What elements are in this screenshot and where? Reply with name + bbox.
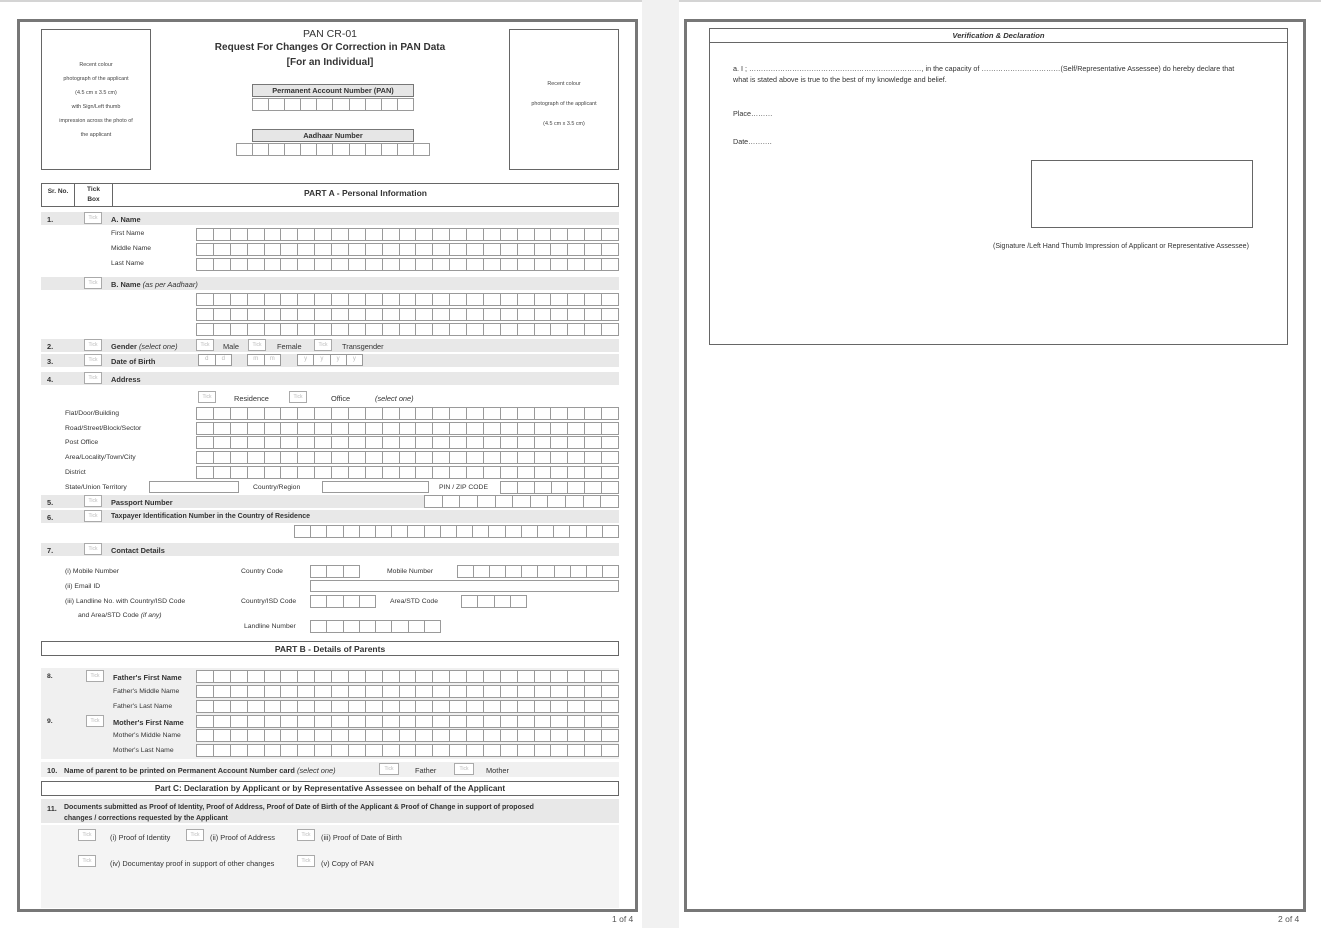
gender-text: Gender bbox=[111, 342, 137, 351]
part-c-title: Part C: Declaration by Applicant or by Representative Assessee on behalf of the Applicant bbox=[154, 784, 506, 793]
male-tick[interactable]: Tick bbox=[196, 339, 214, 351]
office-tick[interactable]: Tick bbox=[289, 391, 307, 403]
transgender-tick[interactable]: Tick bbox=[314, 339, 332, 351]
photo-caption-line: Recent colour bbox=[79, 62, 113, 68]
verification-section bbox=[709, 28, 1288, 345]
declaration-line-1: a. I ; ………………………………………………………………, in the capacity of ……………………………(Self/Representative Assessee) do hereby declare that bbox=[733, 64, 1235, 73]
country-isd-label: Country/ISD Code bbox=[241, 598, 297, 605]
signature-box[interactable] bbox=[1031, 160, 1253, 228]
proof-other-tick[interactable]: Tick bbox=[78, 855, 96, 867]
photo-caption-line: photograph of the applicant bbox=[531, 101, 597, 107]
date-field[interactable]: Date………. bbox=[733, 137, 772, 146]
address-select-one: (select one) bbox=[375, 394, 414, 403]
b-name-note: (as per Aadhaar) bbox=[142, 280, 198, 289]
q7-number: 7. bbox=[47, 546, 54, 555]
q5-number: 5. bbox=[47, 498, 54, 507]
parent-print-label bbox=[64, 766, 336, 775]
middle-name-label: Middle Name bbox=[111, 245, 152, 252]
proof-dob-tick[interactable]: Tick bbox=[297, 829, 315, 841]
last-name-input[interactable] bbox=[196, 258, 619, 271]
q8-tick[interactable]: Tick bbox=[86, 670, 104, 682]
dob-year-input[interactable]: y y y y bbox=[297, 354, 363, 366]
email-label: (ii) Email ID bbox=[65, 583, 101, 590]
road-input[interactable] bbox=[196, 422, 619, 435]
proof-identity-label: (i) Proof of Identity bbox=[110, 833, 171, 842]
form-page-2 bbox=[684, 19, 1306, 912]
mother-print-label: Mother bbox=[486, 766, 510, 775]
photo-caption-line: (4.5 cm x 3.5 cm) bbox=[543, 121, 585, 127]
q1-label: A. Name bbox=[111, 215, 141, 224]
mother-middle-input[interactable] bbox=[196, 729, 619, 742]
aadhaar-name-input-1[interactable] bbox=[196, 293, 619, 306]
page-gap bbox=[642, 0, 679, 928]
b-name-label bbox=[111, 280, 198, 289]
q1-number: 1. bbox=[47, 215, 54, 224]
declaration-line-2: what is stated above is true to the best of my knowledge and belief. bbox=[733, 75, 947, 84]
mother-middle-label: Mother's Middle Name bbox=[113, 732, 181, 739]
landline-label-2-text: and Area/STD Code bbox=[78, 612, 139, 619]
form-page-1 bbox=[17, 19, 638, 912]
country-region-input[interactable] bbox=[322, 481, 429, 493]
country-region-label: Country/Region bbox=[253, 484, 301, 491]
state-input[interactable] bbox=[149, 481, 239, 493]
part-b-title: PART B - Details of Parents bbox=[274, 644, 386, 654]
dob-label: Date of Birth bbox=[111, 357, 156, 366]
country-isd-input[interactable] bbox=[310, 595, 376, 608]
form-title: Request For Changes Or Correction in PAN Data bbox=[214, 42, 446, 53]
q10-number: 10. bbox=[47, 766, 58, 775]
q8-number: 8. bbox=[47, 673, 53, 680]
office-label: Office bbox=[331, 394, 351, 403]
pan-input[interactable] bbox=[252, 98, 414, 111]
pin-label: PIN / ZIP CODE bbox=[439, 484, 488, 491]
father-first-input[interactable] bbox=[196, 670, 619, 683]
q2-number: 2. bbox=[47, 342, 54, 351]
male-label: Male bbox=[223, 342, 240, 351]
photo-caption-line: Recent colour bbox=[547, 81, 581, 87]
col-srno: Sr. No. bbox=[47, 188, 69, 195]
female-tick[interactable]: Tick bbox=[248, 339, 266, 351]
photo-box-right[interactable] bbox=[509, 29, 619, 170]
q1-tick[interactable]: Tick bbox=[84, 212, 102, 224]
proof-identity-tick[interactable]: Tick bbox=[78, 829, 96, 841]
q9-tick[interactable]: Tick bbox=[86, 715, 104, 727]
parent-print-text: Name of parent to be printed on Permanent Account Number card bbox=[64, 766, 295, 775]
q2-tick[interactable]: Tick bbox=[84, 339, 102, 351]
father-middle-label: Father's Middle Name bbox=[113, 688, 180, 695]
father-last-input[interactable] bbox=[196, 700, 619, 713]
photo-caption-line: (4.5 cm x 3.5 cm) bbox=[75, 90, 117, 96]
father-print-tick[interactable]: Tick bbox=[379, 763, 399, 775]
residence-tick[interactable]: Tick bbox=[198, 391, 216, 403]
verification-header: Verification & Declaration bbox=[952, 31, 1045, 40]
page-number-1: 1 of 4 bbox=[612, 914, 634, 924]
photo-box-left[interactable] bbox=[41, 29, 151, 170]
addr-label-flat: Flat/Door/Building bbox=[65, 410, 120, 417]
addr-label-area: Area/Locality/Town/City bbox=[65, 454, 136, 461]
b-name-text: B. Name bbox=[111, 280, 141, 289]
passport-input[interactable] bbox=[424, 495, 619, 508]
b-name-tick[interactable]: Tick bbox=[84, 277, 102, 289]
part-a-title: PART A - Personal Information bbox=[304, 188, 427, 198]
copy-pan-tick[interactable]: Tick bbox=[297, 855, 315, 867]
country-code-input[interactable] bbox=[310, 565, 360, 578]
mother-last-input[interactable] bbox=[196, 744, 619, 757]
email-input[interactable] bbox=[310, 580, 619, 592]
docs-line-1: Documents submitted as Proof of Identity, Proof of Address, Proof of Date of Birth of the Applicant & Proof of Change in support of proposed bbox=[64, 804, 534, 811]
pan-label: Permanent Account Number (PAN) bbox=[252, 84, 414, 97]
aadhaar-name-input-3[interactable] bbox=[196, 323, 619, 336]
part-a-header bbox=[41, 183, 619, 207]
transgender-label: Transgender bbox=[342, 342, 384, 351]
mother-first-label: Mother's First Name bbox=[113, 718, 184, 727]
tin-label: Taxpayer Identification Number in the Country of Residence bbox=[111, 513, 311, 520]
first-name-input[interactable] bbox=[196, 228, 619, 241]
aadhaar-name-input-2[interactable] bbox=[196, 308, 619, 321]
middle-name-input[interactable] bbox=[196, 243, 619, 256]
part-b-header bbox=[41, 641, 619, 656]
area-std-input[interactable] bbox=[461, 595, 527, 608]
page-number-2: 2 of 4 bbox=[1278, 914, 1300, 924]
district-input[interactable] bbox=[196, 466, 619, 479]
dob-month-input[interactable]: m m bbox=[247, 354, 281, 366]
dob-day-input[interactable]: d d bbox=[198, 354, 232, 366]
mother-print-tick[interactable]: Tick bbox=[454, 763, 474, 775]
mother-first-input[interactable] bbox=[196, 715, 619, 728]
first-name-label: First Name bbox=[111, 230, 145, 237]
residence-label: Residence bbox=[234, 394, 269, 403]
passport-label: Passport Number bbox=[111, 498, 173, 507]
aadhaar-label: Aadhaar Number bbox=[252, 129, 414, 142]
landline-label: (iii) Landline No. with Country/ISD Code bbox=[65, 598, 186, 605]
photo-caption-line: the applicant bbox=[80, 132, 112, 138]
addr-label-post: Post Office bbox=[65, 439, 99, 446]
parent-select-one: (select one) bbox=[296, 766, 336, 775]
mother-last-label: Mother's Last Name bbox=[113, 747, 174, 754]
father-print-label: Father bbox=[415, 766, 437, 775]
flat-input[interactable] bbox=[196, 407, 619, 420]
landline-number-input[interactable] bbox=[310, 620, 441, 633]
q3-tick[interactable]: Tick bbox=[84, 354, 102, 366]
col-tick: Tick bbox=[87, 186, 100, 193]
signature-caption: (Signature /Left Hand Thumb Impression of Applicant or Representative Assessee) bbox=[993, 243, 1249, 250]
father-first-label: Father's First Name bbox=[113, 673, 182, 682]
landline-number-label: Landline Number bbox=[244, 623, 296, 630]
q9-number: 9. bbox=[47, 718, 53, 725]
q11-number: 11. bbox=[47, 804, 57, 813]
col-box: Box bbox=[87, 196, 100, 203]
mobile-label: (i) Mobile Number bbox=[65, 568, 120, 575]
landline-label-2 bbox=[78, 612, 162, 619]
q4-tick[interactable]: Tick bbox=[84, 372, 102, 384]
aadhaar-input[interactable] bbox=[236, 143, 430, 156]
gender-note: (select one) bbox=[138, 342, 178, 351]
docs-line-2: changes / corrections requested by the Applicant bbox=[64, 815, 228, 822]
mobile-number-label: Mobile Number bbox=[387, 568, 434, 575]
tin-input[interactable] bbox=[294, 525, 619, 538]
addr-label-district: District bbox=[65, 469, 86, 476]
part-c-header bbox=[41, 781, 619, 796]
q6-number: 6. bbox=[47, 513, 54, 522]
father-last-label: Father's Last Name bbox=[113, 703, 173, 710]
area-input[interactable] bbox=[196, 451, 619, 464]
pin-input[interactable] bbox=[500, 481, 619, 494]
proof-dob-label: (iii) Proof of Date of Birth bbox=[321, 833, 402, 842]
addr-label-road: Road/Street/Block/Sector bbox=[65, 425, 142, 432]
form-subtitle: [For an Individual] bbox=[286, 57, 374, 68]
mobile-number-input[interactable] bbox=[457, 565, 619, 578]
photo-caption-line: photograph of the applicant bbox=[63, 76, 129, 82]
copy-pan-label: (v) Copy of PAN bbox=[321, 859, 374, 868]
q6-tick[interactable]: Tick bbox=[84, 510, 102, 522]
proof-other-label: (iv) Documentay proof in support of other changes bbox=[110, 859, 275, 868]
country-code-label: Country Code bbox=[241, 568, 283, 575]
photo-caption-line: impression across the photo of bbox=[59, 118, 133, 124]
father-middle-input[interactable] bbox=[196, 685, 619, 698]
proof-address-label: (ii) Proof of Address bbox=[210, 833, 275, 842]
q5-tick[interactable]: Tick bbox=[84, 495, 102, 507]
contact-label: Contact Details bbox=[111, 546, 165, 555]
q7-tick[interactable]: Tick bbox=[84, 543, 102, 555]
proof-address-tick[interactable]: Tick bbox=[186, 829, 204, 841]
q4-number: 4. bbox=[47, 375, 54, 384]
area-std-label: Area/STD Code bbox=[390, 598, 438, 605]
if-any-note: (if any) bbox=[140, 612, 162, 619]
place-field[interactable]: Place……… bbox=[733, 109, 773, 118]
photo-caption-line: with Sign/Left thumb bbox=[71, 104, 121, 110]
form-code: PAN CR-01 bbox=[302, 28, 358, 40]
post-office-input[interactable] bbox=[196, 436, 619, 449]
last-name-label: Last Name bbox=[111, 260, 144, 267]
female-label: Female bbox=[277, 342, 302, 351]
state-label: State/Union Territory bbox=[65, 484, 127, 491]
address-label: Address bbox=[111, 375, 141, 384]
q3-number: 3. bbox=[47, 357, 54, 366]
gender-label bbox=[111, 342, 178, 351]
